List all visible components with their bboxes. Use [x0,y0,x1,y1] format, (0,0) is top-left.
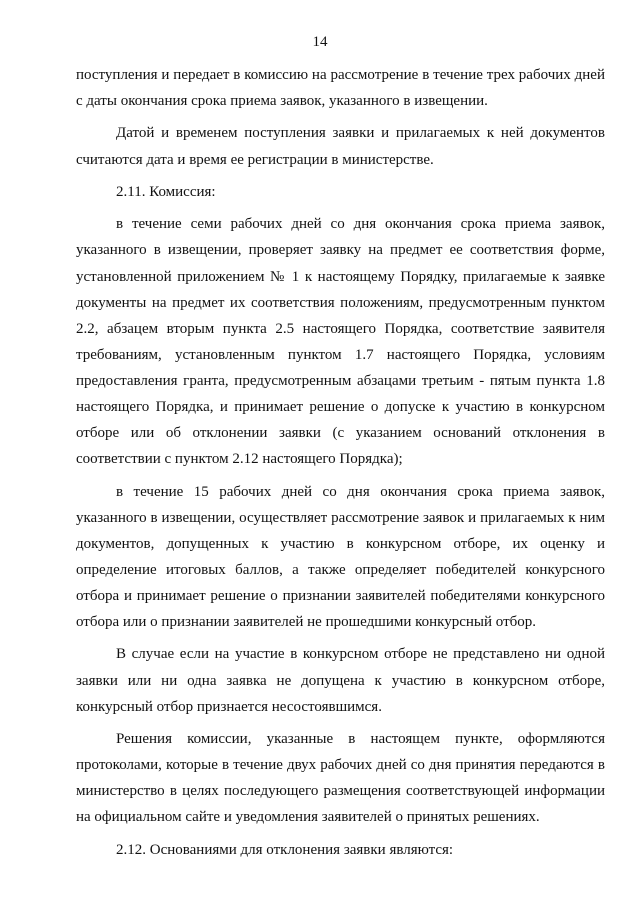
section-heading-2-12: 2.12. Основаниями для отклонения заявки являются: [116,841,454,858]
paragraph-commission-decisions: Решения комиссии, указанные в настоящем пункте, оформляются протоколами, которые в течение двух рабочих дней со дня принятия передаются в министерство в целях последующего размещения соответствующей информации на официальном сайте и уведомления заявителей о принятых решениях. [76,731,605,826]
page-number: 14 [312,34,328,50]
paragraph-failed-selection: В случае если на участие в конкурсном отборе не представлено ни одной заявки или ни одна заявка не допущена к участию в конкурсном отборе, конкурсный отбор признается несостоявшимся. [76,646,605,715]
paragraph-commission-evaluation: в течение 15 рабочих дней со дня окончания срока приема заявок, указанного в извещении, осуществляет рассмотрение заявок и прилагаемых к ним документов, допущенных к участию в конкурсном отборе, их оценку и определение итоговых баллов, а также определяет победителей конкурсного отбора и принимает решение о признании заявителей победителями конкурсного отбора или о признании заявителей не прошедшими конкурсный отбор. [76,483,605,631]
paragraph-submission-date: Датой и временем поступления заявки и прилагаемых к ней документов считаются дата и время ее регистрации в министерстве. [76,125,605,168]
document-body [76,62,605,869]
section-heading-2-11: 2.11. Комиссия: [116,183,216,200]
paragraph-continuation: поступления и передает в комиссию на рассмотрение в течение трех рабочих дней с даты окончания срока приема заявок, указанного в извещении. [76,67,605,110]
paragraph-commission-check: в течение семи рабочих дней со дня окончания срока приема заявок, указанного в извещении, проверяет заявку на предмет ее соответствия форме, установленной приложением № 1 к настоящему Порядку, прилагаемые к заявке документы на предмет их соответствия положениям, предусмотренным пунктом 2.2, абзацем вторым пункта 2.5 настоящего Порядка, соответствие заявителя требованиям, установленным пунктом 1.7 настоящего Порядка, условиям предоставления гранта, предусмотренным абзацами третьим - пятым пункта 1.8 настоящего Порядка, и принимает решение о допуске к участию в конкурсном отборе или об отклонении заявки (с указанием оснований отклонения в соответствии с пунктом 2.12 настоящего Порядка); [76,216,605,468]
